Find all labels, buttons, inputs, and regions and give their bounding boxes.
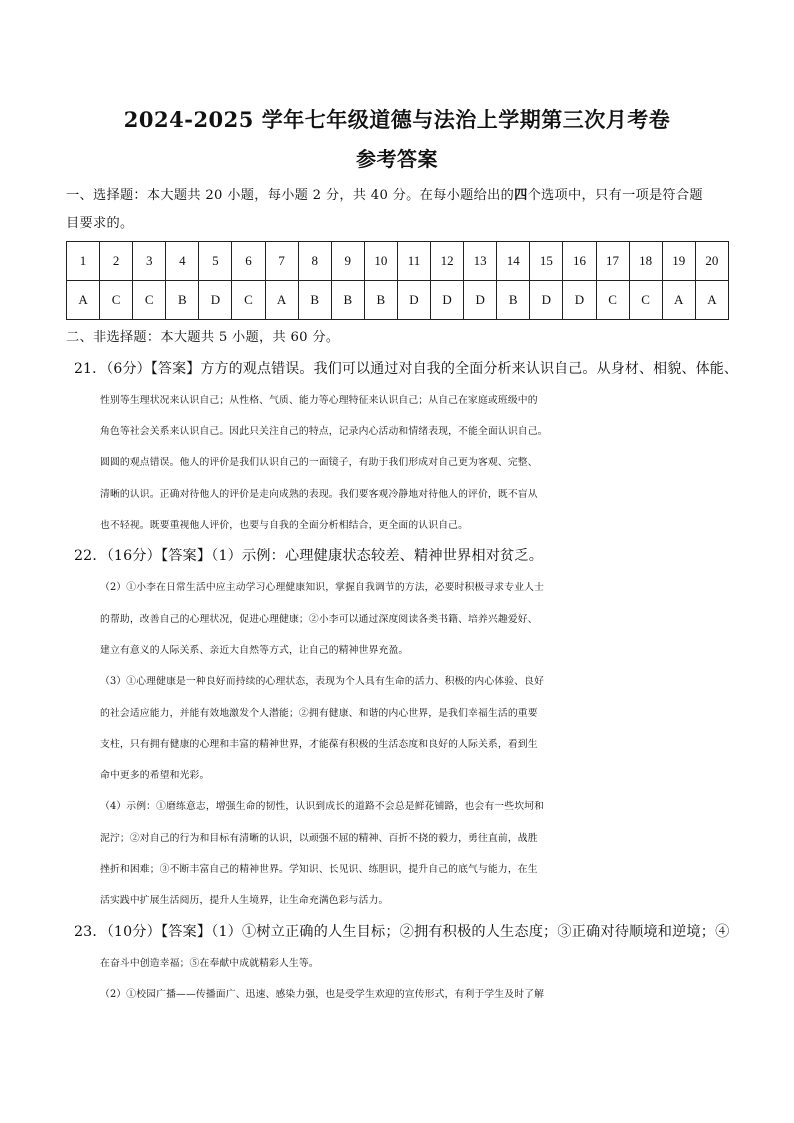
q21-line: 清晰的认识。正确对待他人的评价是走向成熟的表现。我们要客观冷静地对待他人的评价，既不盲从 [100, 489, 538, 500]
answer-cell: B [497, 281, 530, 320]
question-number-cell: 14 [497, 242, 530, 281]
question-number-cell: 6 [232, 242, 265, 281]
question-number-cell: 7 [265, 242, 298, 281]
answer-cell: A [662, 281, 695, 320]
question-number-cell: 8 [298, 242, 331, 281]
q22-line: 22．（16分）【答案】（1）示例：心理健康状态较差、精神世界相对贫乏。 [74, 548, 544, 564]
question-number-cell: 1 [67, 242, 100, 281]
question-number-cell: 20 [695, 242, 728, 281]
q23-line: （2）①校园广播——传播面广、迅速、感染力强，也是受学生欢迎的宣传形式，有利于学生及时了解 [100, 989, 545, 1000]
answer-cell: D [464, 281, 497, 320]
answer-cell: D [563, 281, 596, 320]
answer-table-answer-row [67, 281, 729, 320]
question-number-cell: 11 [397, 242, 430, 281]
answer-table [66, 241, 729, 320]
q22-line: 建立有意义的人际关系、亲近大自然等方式，让自己的精神世界充盈。 [100, 645, 409, 656]
q22-line: 的帮助，改善自己的心理状况，促进心理健康；②小李可以通过深度阅读各类书籍、培养兴趣爱好、 [100, 614, 538, 625]
section-1-heading [66, 182, 736, 210]
answer-cell: B [298, 281, 331, 320]
question-number-cell: 4 [166, 242, 199, 281]
section-1-lead: 一、选择题：本大题共 20 小题，每小题 2 分，共 40 分。在每小题给出的 [66, 188, 515, 203]
answer-cell: A [265, 281, 298, 320]
section-2-heading: 二、非选择题：本大题共 5 小题，共 60 分。 [66, 330, 340, 345]
q22-line: （2）①小李在日常生活中应主动学习心理健康知识，掌握自我调节的方法，必要时积极寻求专业人士 [100, 582, 545, 593]
question-number-cell: 13 [464, 242, 497, 281]
answer-cell: A [695, 281, 728, 320]
page-title: 2024-2025 学年七年级道德与法治上学期第三次月考卷 [123, 107, 671, 132]
question-number-cell: 17 [596, 242, 629, 281]
question-number-cell: 19 [662, 242, 695, 281]
question-number-cell: 2 [100, 242, 133, 281]
question-number-cell: 16 [563, 242, 596, 281]
q22-line: 的社会适应能力，并能有效地激发个人潜能；②拥有健康、和谐的内心世界，是我们幸福生活的重要 [100, 708, 538, 719]
answer-cell: C [100, 281, 133, 320]
q22-line: 命中更多的希望和光彩。 [100, 770, 210, 781]
answer-cell: B [166, 281, 199, 320]
answer-cell: D [431, 281, 464, 320]
q21-line: 角色等社会关系来认识自己。因此只关注自己的特点，记录内心活动和情绪表现，不能全面认识自己。 [100, 426, 548, 437]
q22-line: （4）示例：①磨练意志，增强生命的韧性，认识到成长的道路不会总是鲜花铺路，也会有一些坎坷和 [100, 801, 545, 812]
question-number-cell: 18 [629, 242, 662, 281]
q23-line: 23．（10分）【答案】（1）①树立正确的人生目标；②拥有积极的人生态度；③正确对待顺境和逆境；④ [74, 924, 730, 940]
question-number-cell: 12 [431, 242, 464, 281]
q23-line: 在奋斗中创造幸福；⑤在奉献中成就精彩人生等。 [100, 958, 319, 969]
answer-cell: B [331, 281, 364, 320]
q22-line: 支柱，只有拥有健康的心理和丰富的精神世界，才能葆有积极的生活态度和良好的人际关系，看到生 [100, 739, 538, 750]
section-1-tail: 个选项中，只有一项是符合题 [527, 188, 703, 203]
q22-line: 挫折和困难；③不断丰富自己的精神世界。学知识、长见识、练胆识，提升自己的底气与能力，在生 [100, 864, 538, 875]
answer-cell: C [596, 281, 629, 320]
question-number-cell: 9 [331, 242, 364, 281]
question-number-cell: 15 [530, 242, 563, 281]
q21-line: 也不轻视。既要重视他人评价，也要与自我的全面分析相结合，更全面的认识自己。 [100, 520, 469, 531]
q22-line: （3）①心理健康是一种良好而持续的心理状态，表现为个人具有生命的活力、积极的内心体验、良好 [100, 676, 545, 687]
q21-line: 性别等生理状况来认识自己；从性格、气质、能力等心理特征来认识自己；从自己在家庭或班级中的 [100, 395, 538, 406]
question-number-cell: 3 [133, 242, 166, 281]
answer-cell: D [530, 281, 563, 320]
answer-cell: C [232, 281, 265, 320]
answer-cell: D [199, 281, 232, 320]
section-1-bold: 四 [514, 188, 528, 203]
answer-cell: C [629, 281, 662, 320]
question-number-cell: 5 [199, 242, 232, 281]
question-number-cell: 10 [364, 242, 397, 281]
section-1-heading-line2: 目要求的。 [66, 216, 134, 231]
q21-line: 21．（6分）【答案】方方的观点错误。我们可以通过对自我的全面分析来认识自己。从身材、相貌、体能、 [74, 361, 739, 377]
answer-cell: C [133, 281, 166, 320]
q21-line: 圆圆的观点错误。他人的评价是我们认识自己的一面镜子，有助于我们形成对自己更为客观、完整、 [100, 457, 538, 468]
answer-cell: B [364, 281, 397, 320]
page-subtitle: 参考答案 [356, 147, 438, 171]
q22-line: 泥泞；②对自己的行为和目标有清晰的认识，以顽强不屈的精神、百折不挠的毅力，勇往直前，战胜 [100, 833, 538, 844]
answer-table-number-row [67, 242, 729, 281]
q22-line: 活实践中扩展生活阅历，提升人生境界，让生命充满色彩与活力。 [100, 895, 389, 906]
answer-cell: A [67, 281, 100, 320]
answer-cell: D [397, 281, 430, 320]
